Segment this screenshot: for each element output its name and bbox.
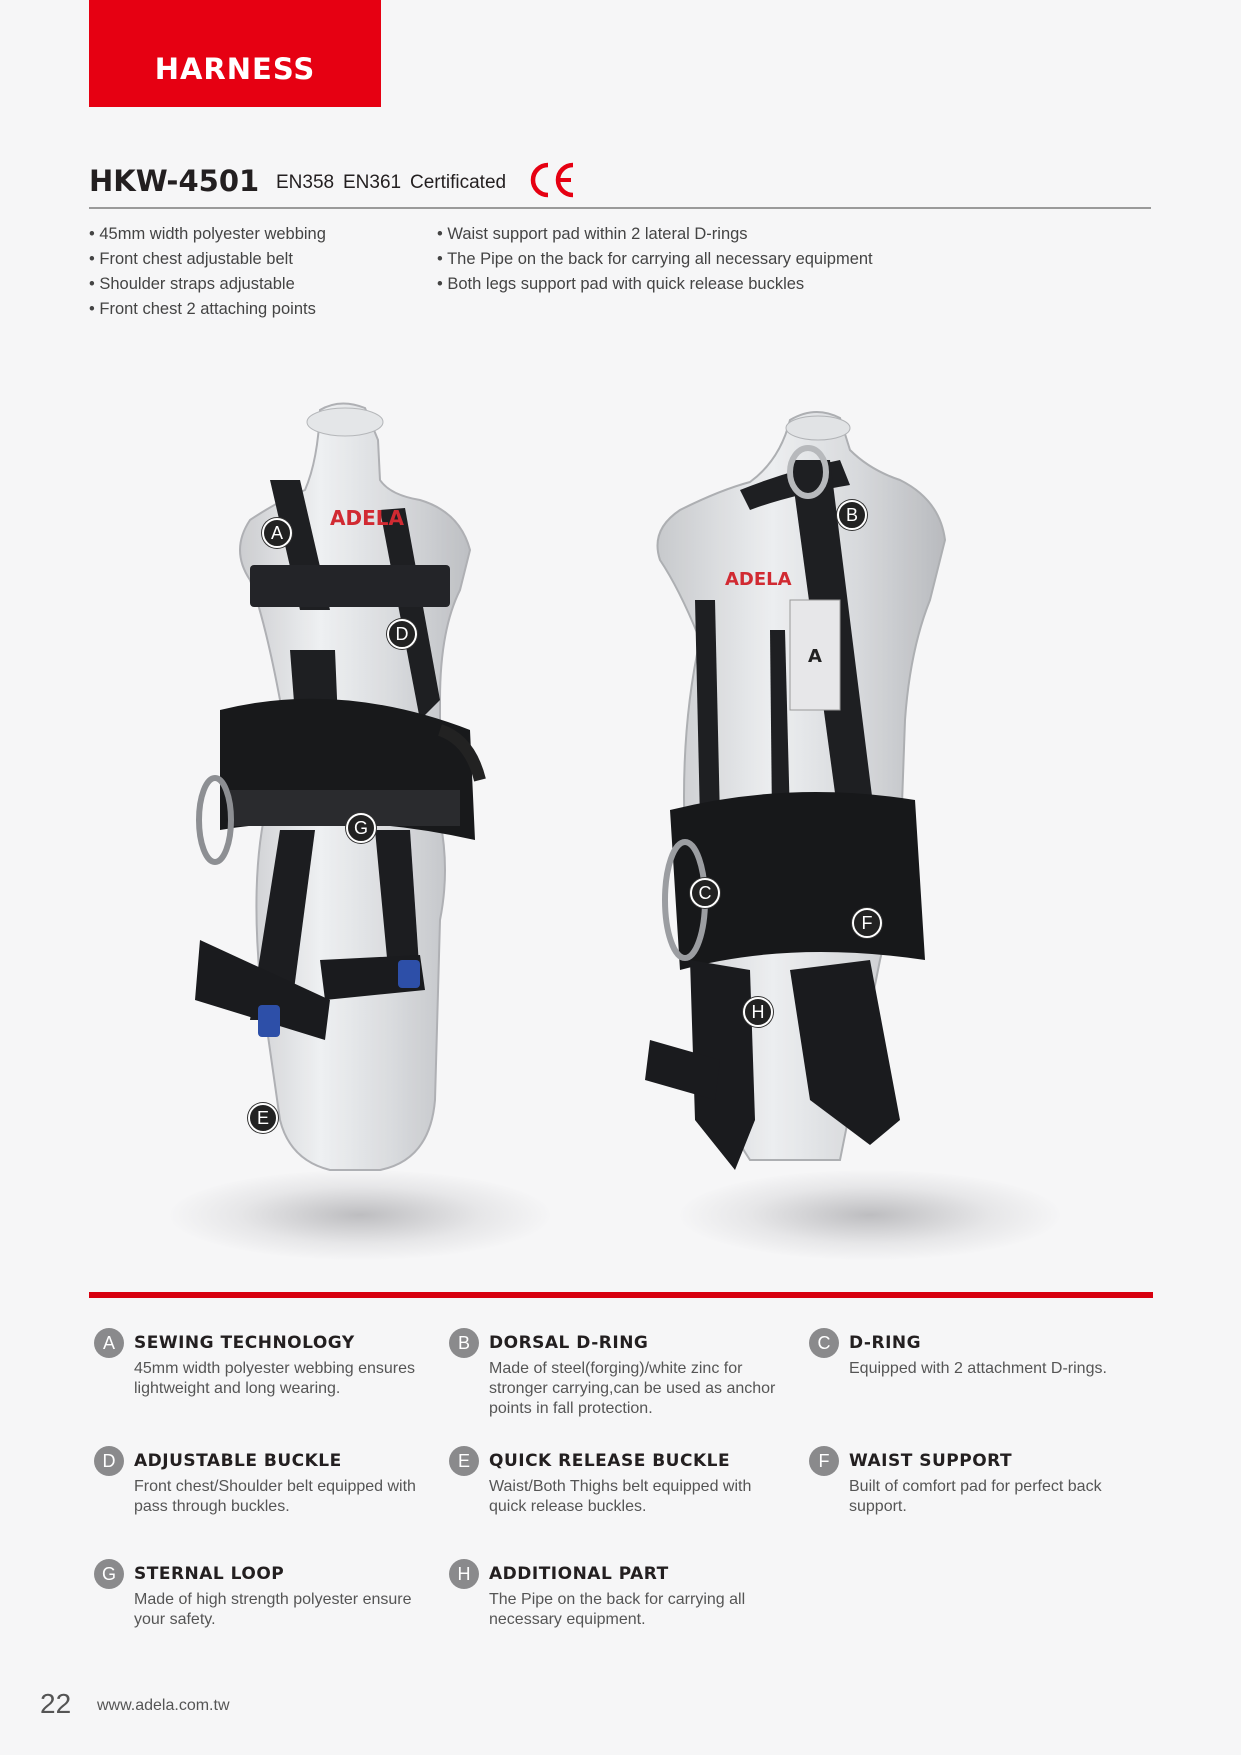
label-a-text: A bbox=[808, 646, 822, 667]
certificated-label: Certificated bbox=[410, 172, 507, 193]
detail-badge: A bbox=[94, 1328, 124, 1358]
category-header bbox=[89, 0, 381, 107]
detail-badge: B bbox=[449, 1328, 479, 1358]
detail-text: 45mm width polyester webbing ensures lightweight and long wearing. bbox=[134, 1360, 416, 1397]
detail-title: STERNAL LOOP bbox=[134, 1564, 285, 1584]
detail-title: SEWING TECHNOLOGY bbox=[134, 1333, 355, 1353]
detail-text: Made of steel(forging)/white zinc for stronger carrying,can be used as anchor points in fall protection. bbox=[489, 1360, 776, 1417]
detail-text: Equipped with 2 attachment D-rings. bbox=[849, 1360, 1107, 1377]
section-divider bbox=[89, 1292, 1153, 1298]
pin-e: E bbox=[248, 1103, 278, 1133]
detail-text: Made of high strength polyester ensure your safety. bbox=[134, 1591, 412, 1628]
detail-title: QUICK RELEASE BUCKLE bbox=[489, 1451, 731, 1471]
detail-badge: E bbox=[449, 1446, 479, 1476]
pin-b: B bbox=[837, 500, 867, 530]
detail-badge: D bbox=[94, 1446, 124, 1476]
detail-title: D-RING bbox=[849, 1333, 922, 1353]
back-brand-logo: ADELA bbox=[725, 569, 792, 590]
back-figure-shadow bbox=[680, 1170, 1060, 1260]
standard-en361: EN361 bbox=[343, 172, 402, 193]
front-brand-logo: ADELA bbox=[330, 506, 404, 530]
list-item: • Shoulder straps adjustable bbox=[89, 272, 326, 297]
front-harness-image bbox=[140, 400, 560, 1180]
model-divider bbox=[89, 207, 1151, 209]
list-item: • Waist support pad within 2 lateral D-rings bbox=[437, 222, 873, 247]
front-figure-shadow bbox=[170, 1170, 550, 1260]
detail-text: Front chest/Shoulder belt equipped with pass through buckles. bbox=[134, 1478, 416, 1515]
website-url: www.adela.com.tw bbox=[97, 1697, 230, 1714]
detail-text: Built of comfort pad for perfect back support. bbox=[849, 1478, 1102, 1515]
pin-f: F bbox=[852, 908, 882, 938]
list-item: • Front chest adjustable belt bbox=[89, 247, 326, 272]
feature-list-right bbox=[437, 222, 873, 297]
detail-title: DORSAL D-RING bbox=[489, 1333, 649, 1353]
pin-d: D bbox=[387, 619, 417, 649]
detail-title: ADDITIONAL PART bbox=[489, 1564, 669, 1584]
list-item: • The Pipe on the back for carrying all necessary equipment bbox=[437, 247, 873, 272]
pin-c: C bbox=[690, 878, 720, 908]
feature-list-left bbox=[89, 222, 326, 322]
list-item: • Front chest 2 attaching points bbox=[89, 297, 326, 322]
detail-title: ADJUSTABLE BUCKLE bbox=[134, 1451, 342, 1471]
ce-mark-icon bbox=[529, 160, 579, 200]
back-harness-image bbox=[640, 400, 1020, 1180]
detail-title: WAIST SUPPORT bbox=[849, 1451, 1013, 1471]
detail-text: Waist/Both Thighs belt equipped with quick release buckles. bbox=[489, 1478, 752, 1515]
model-row bbox=[89, 160, 1151, 204]
detail-badge: G bbox=[94, 1559, 124, 1589]
detail-badge: C bbox=[809, 1328, 839, 1358]
list-item: • 45mm width polyester webbing bbox=[89, 222, 326, 247]
detail-text: The Pipe on the back for carrying all necessary equipment. bbox=[489, 1591, 746, 1628]
pin-a: A bbox=[262, 518, 292, 548]
detail-badge: H bbox=[449, 1559, 479, 1589]
detail-badge: F bbox=[809, 1446, 839, 1476]
model-name: HKW-4501 bbox=[89, 164, 260, 198]
category-title: HARNESS bbox=[154, 52, 316, 86]
page-number: 22 bbox=[40, 1688, 72, 1719]
list-item: • Both legs support pad with quick release buckles bbox=[437, 272, 873, 297]
pin-g: G bbox=[346, 813, 376, 843]
standard-en358: EN358 bbox=[276, 172, 335, 193]
pin-h: H bbox=[743, 997, 773, 1027]
